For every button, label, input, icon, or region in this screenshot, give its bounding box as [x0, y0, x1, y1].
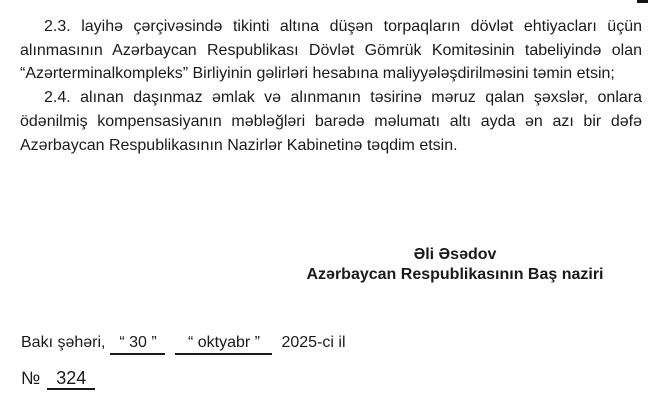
page-number-fragment: [637, 0, 648, 3]
city-label: Bakı şəhəri,: [21, 334, 106, 351]
day-blank: “ 30 ”: [110, 333, 165, 355]
number-label: №: [21, 368, 41, 388]
year-label: 2025-ci il: [281, 334, 346, 351]
signatory-name: Əli Əsədov: [413, 246, 497, 263]
paragraph-line: 2.3. layihə çərçivəsində tikinti altına düşən torpaqların dövlət ehtiyacları üçün: [44, 18, 642, 35]
paragraph-line: “Azərterminalkompleks” Birliyinin gəlirləri hesabına maliyyələşdirilməsini təmin etsin;: [20, 65, 615, 83]
signatory-title: Azərbaycan Respublikasının Baş naziri: [306, 266, 604, 283]
signature-block: [250, 245, 660, 285]
paragraph-line: alınmasının Azərbaycan Respublikası Dövlət Gömrük Komitəsinin tabeliyində olan: [20, 41, 642, 59]
document-body: [20, 15, 642, 157]
date-line: [21, 331, 346, 355]
month-blank: “ oktyabr ”: [175, 333, 272, 355]
number-value: 324: [47, 369, 95, 390]
paragraph-2-3: [20, 15, 642, 86]
paragraph-line: Azərbaycan Respublikasının Nazirlər Kabinetinə təqdim etsin.: [20, 136, 458, 154]
paragraph-line: ödənilmiş kompensasiyanın məbləğləri barədə məlumatı altı ayda ən azı bir dəfə: [20, 112, 642, 130]
paragraph-line: 2.4. alınan daşınmaz əmlak və alınmanın təsirinə məruz qalan şəxslər, onlara: [44, 89, 642, 107]
document-number-line: [21, 366, 95, 390]
paragraph-2-4: [20, 86, 642, 157]
